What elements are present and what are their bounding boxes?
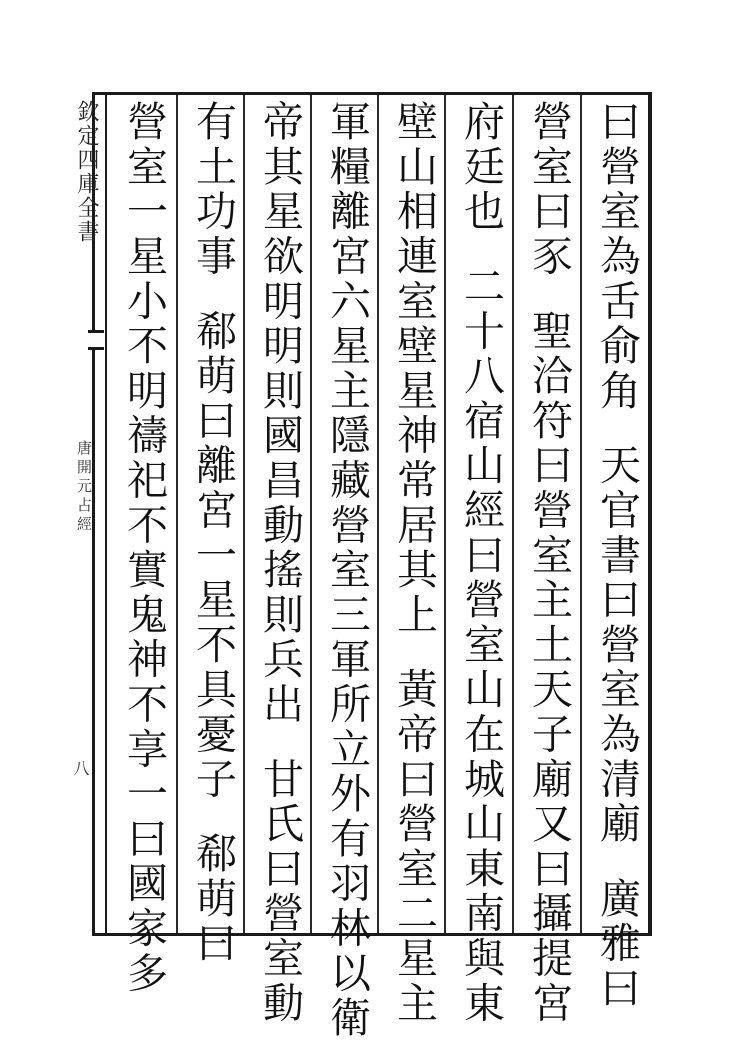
text-column-7 — [183, 100, 243, 967]
column-rule — [310, 95, 312, 933]
text-column-4 — [384, 100, 444, 1027]
text-segment: 天官書曰營室為清廟 — [593, 443, 641, 847]
text-segment: 營室一星小不明禱祀不實鬼神不享一曰國家多 — [120, 100, 168, 996]
text-segment: 府廷也 — [457, 100, 505, 235]
column-rule — [377, 95, 379, 933]
text-segment: 有土功事 — [189, 100, 237, 280]
column-rule — [176, 95, 178, 933]
column-rule — [512, 95, 514, 933]
text-segment: 黃帝曰營室二星主 — [390, 667, 438, 1027]
text-column-6 — [250, 100, 310, 1027]
margin-page-number: 八 — [71, 760, 90, 776]
text-column-1 — [587, 100, 647, 1012]
text-segment: 帝其星欲明明則國昌動搖則兵出 — [256, 100, 304, 728]
text-segment: 郗萌曰離宮一星不具憂子 — [189, 309, 237, 803]
text-segment: 甘氏曰營室動 — [256, 757, 304, 1027]
text-segment: 二十八宿山經曰營室山在城山東南與東 — [457, 264, 505, 1027]
text-segment: 營室曰豕 — [525, 100, 573, 280]
margin-title: 欽定四庫全書 — [74, 100, 99, 244]
text-column-8 — [114, 100, 174, 996]
text-column-3 — [451, 100, 511, 1027]
text-segment: 郗萌曰 — [189, 832, 237, 967]
fishtail-mark — [88, 330, 104, 350]
text-segment: 聖洽符曰營室主土天子廟又曰攝提宮 — [525, 309, 573, 1027]
text-segment: 軍糧離宮六星主隱藏營室三軍所立外有羽林以衛 — [323, 100, 371, 1041]
text-column-2 — [519, 100, 579, 1027]
column-rule — [444, 95, 446, 933]
margin-subtitle: 唐開元占經 — [75, 440, 93, 535]
text-column-5 — [317, 100, 377, 1041]
column-rule — [243, 95, 245, 933]
frame-right-border — [648, 92, 652, 936]
text-segment: 廣雅曰 — [593, 876, 641, 1012]
frame-top-border — [95, 92, 650, 95]
text-segment: 曰營室為舌俞角 — [593, 100, 641, 414]
column-rule — [580, 95, 582, 933]
text-segment: 壁山相連室壁星神常居其上 — [390, 100, 438, 638]
